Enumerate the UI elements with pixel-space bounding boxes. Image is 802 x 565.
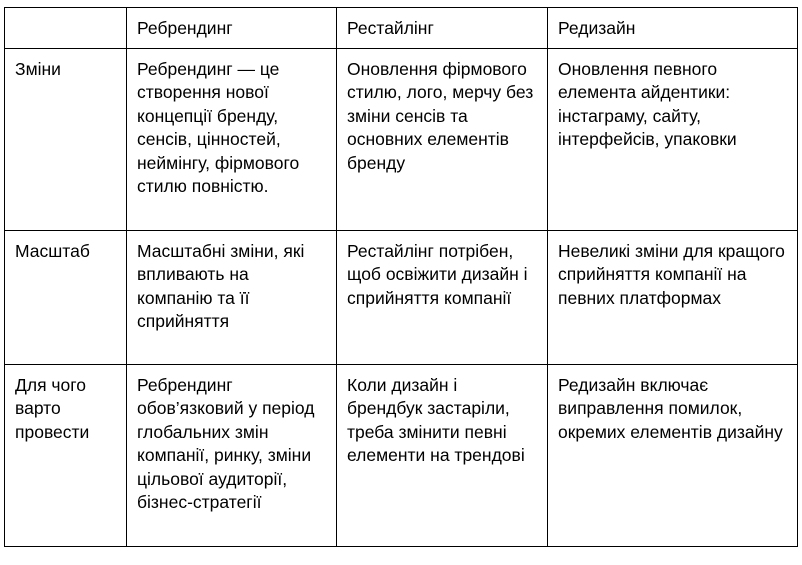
header-cell-rebranding: Ребрендинг [127,8,337,49]
table-row-why [5,364,798,546]
table-row-changes [5,48,798,230]
row-label-changes: Зміни [5,48,127,230]
row-label-scale: Масштаб [5,230,127,364]
header-cell-empty [5,8,127,49]
comparison-table [4,7,798,547]
cell-scale-redesign: Невеликі зміни для кращого сприйняття компанії на певних платформах [548,230,798,364]
table-header-row [5,8,798,49]
cell-changes-redesign: Оновлення певного елемента айдентики: інстаграму, сайту, інтерфейсів, упаковки [548,48,798,230]
header-cell-redesign: Редизайн [548,8,798,49]
cell-scale-restyling: Рестайлінг потрібен, щоб освіжити дизайн і сприйняття компанії [337,230,548,364]
cell-changes-rebranding: Ребрендинг — це створення нової концепції бренду, сенсів, цінностей, неймінгу, фірмового стилю повністю. [127,48,337,230]
row-label-why: Для чого варто провести [5,364,127,546]
cell-why-redesign: Редизайн включає виправлення помилок, окремих елементів дизайну [548,364,798,546]
header-cell-restyling: Рестайлінг [337,8,548,49]
cell-changes-restyling: Оновлення фірмового стилю, лого, мерчу без зміни сенсів та основних елементів бренду [337,48,548,230]
cell-why-restyling: Коли дизайн і брендбук застаріли, треба змінити певні елементи на трендові [337,364,548,546]
table-row-scale [5,230,798,364]
cell-why-rebranding: Ребрендинг обов’язковий у період глобальних змін компанії, ринку, зміни цільової аудиторії, бізнес-стратегії [127,364,337,546]
cell-scale-rebranding: Масштабні зміни, які впливають на компанію та її сприйняття [127,230,337,364]
